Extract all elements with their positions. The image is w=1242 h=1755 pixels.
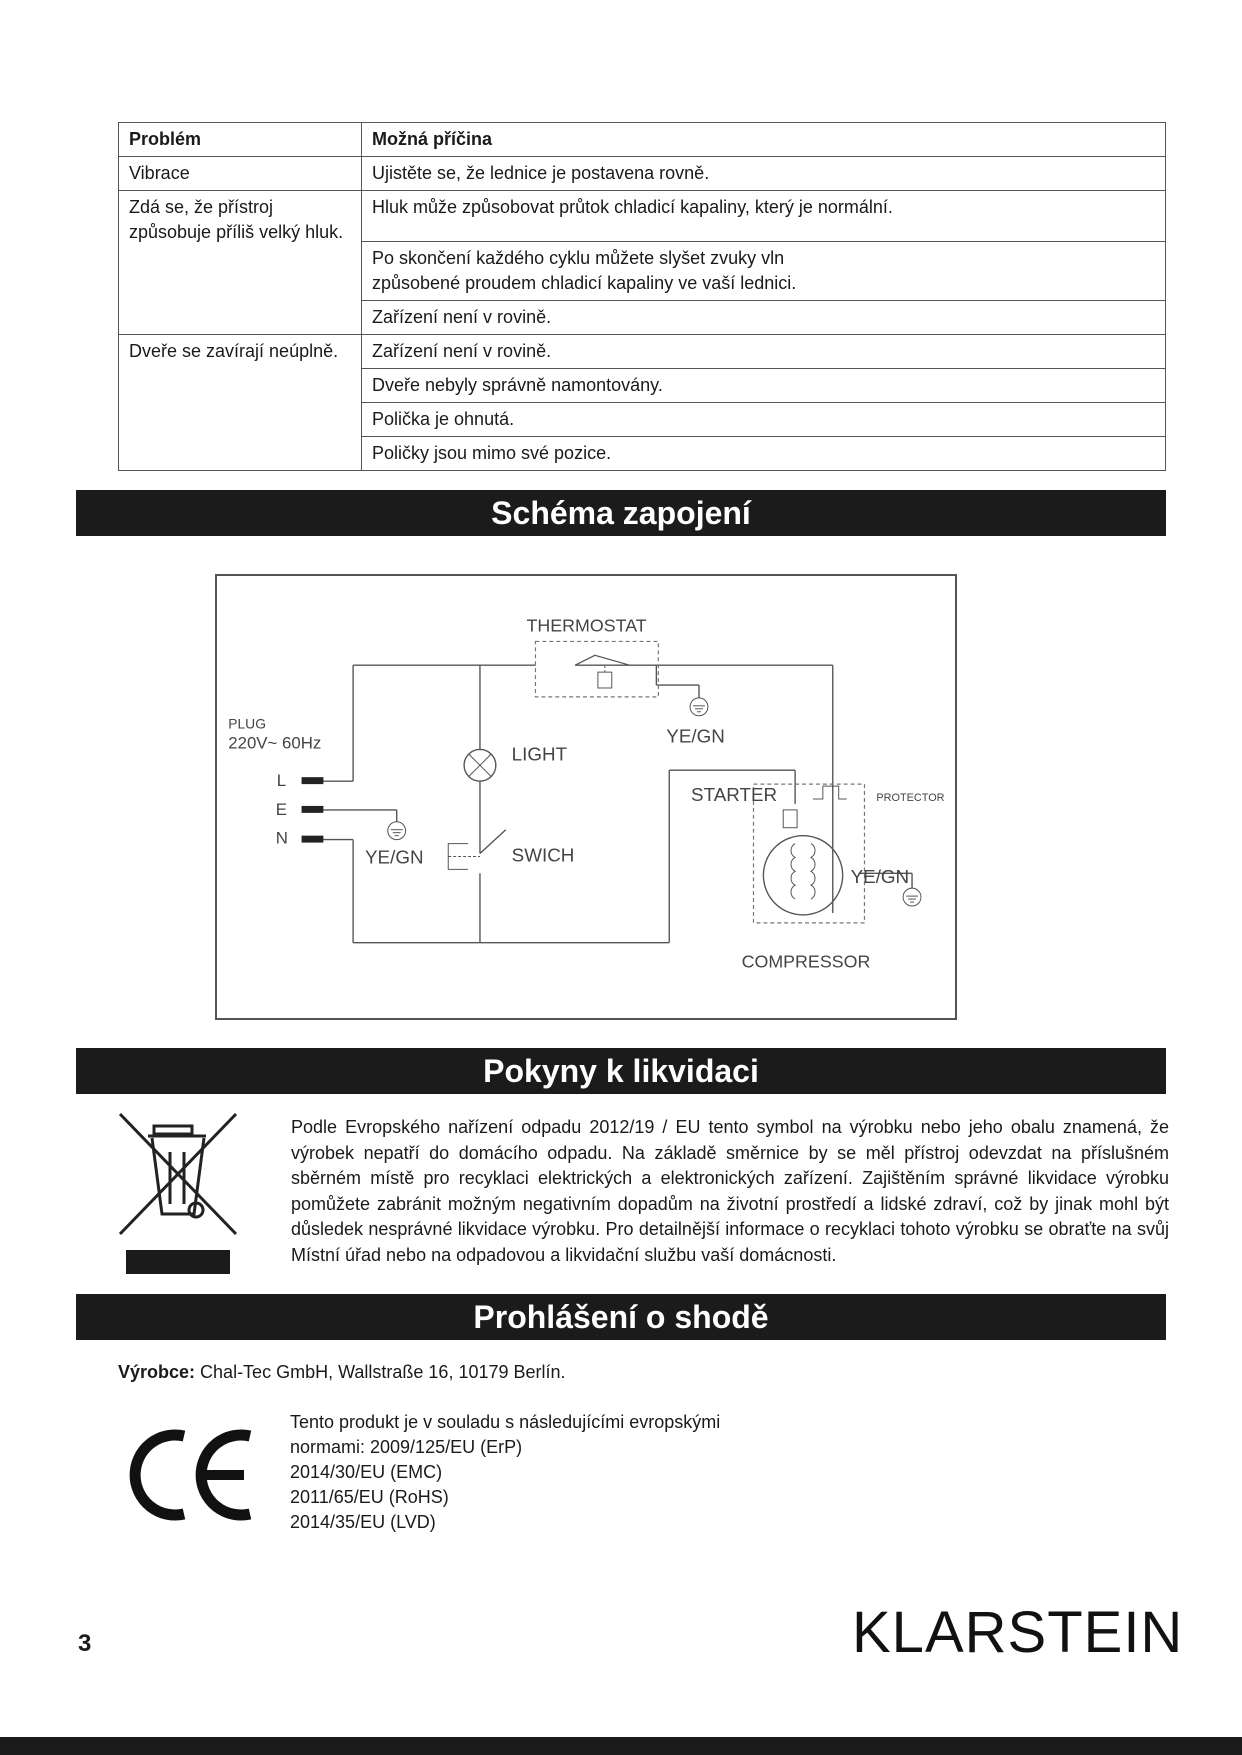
plug-label: PLUG <box>228 715 266 732</box>
problem-cell: Zdá se, že přístroj způsobuje příliš velký hluk. <box>119 191 362 335</box>
manufacturer-line <box>118 1362 566 1383</box>
cause-cell: Hluk může způsobovat průtok chladicí kapaliny, který je normální. <box>362 191 1166 242</box>
thermostat-label: THERMOSTAT <box>526 615 647 636</box>
weee-crossed-bin-icon <box>118 1112 242 1277</box>
footer-bar <box>0 1737 1242 1755</box>
page-number: 3 <box>78 1630 92 1657</box>
conformity-line: 2011/65/EU (RoHS) <box>290 1487 449 1507</box>
wiring-diagram-svg <box>217 576 955 1018</box>
pin-l-label: L <box>276 771 287 791</box>
table-row <box>119 191 1166 242</box>
section-title-wiring: Schéma zapojení <box>76 490 1166 536</box>
cause-cell: Dveře nebyly správně namontovány. <box>362 369 1166 403</box>
cause-cell: Polička je ohnutá. <box>362 403 1166 437</box>
cause-cell: Zařízení není v rovině. <box>362 335 1166 369</box>
troubleshooting-table <box>118 122 1166 471</box>
disposal-paragraph: Podle Evropského nařízení odpadu 2012/19 / EU tento symbol na výrobku nebo jeho obalu znamená, že výrobek nepatří do domácího odpadu. Na základě směrnice by se měl přístroj odevzdat na příslušném sběrném místě pro recyklaci elektrických a elektronických zařízení. Zajištěním správné likvidace výrobku pomůžete zabránit možným negativním dopadům na životní prostředí a lidské zdraví, což by jinak mohl být důsledek nesprávné likvidace výrobku. Pro detailnější informace o recyklaci tohoto výrobku se obraťte na svůj Místní úřad nebo na odpadovou a likvidační službu vaší domácnosti. <box>291 1117 1169 1265</box>
cause-cell: Zařízení není v rovině. <box>362 301 1166 335</box>
conformity-line: Tento produkt je v souladu s následujícími evropskými <box>290 1412 721 1432</box>
conformity-line: 2014/30/EU (EMC) <box>290 1462 443 1482</box>
cause-cell: Ujistěte se, že lednice je postavena rovně. <box>362 157 1166 191</box>
ce-mark-icon <box>126 1428 256 1522</box>
table-header-row <box>119 123 1166 157</box>
protector-label: PROTECTOR <box>876 791 945 804</box>
ground-label: YE/GN <box>365 846 424 868</box>
pin-e-label: E <box>275 799 288 819</box>
cause-cell: Poličky jsou mimo své pozice. <box>362 437 1166 471</box>
table-row <box>119 335 1166 369</box>
problem-cell: Dveře se zavírají neúplně. <box>119 335 362 471</box>
manufacturer-label: Výrobce: <box>118 1362 196 1382</box>
wiring-diagram <box>215 574 957 1020</box>
brand-logo: KLARSTEIN <box>852 1600 1184 1665</box>
table-row <box>119 157 1166 191</box>
column-header-cause: Možná příčina <box>362 123 1166 157</box>
voltage-label: 220V~ 60Hz <box>228 733 322 753</box>
light-label: LIGHT <box>511 743 568 765</box>
section-title-conformity: Prohlášení o shodě <box>76 1294 1166 1340</box>
pin-n-label: N <box>275 828 288 848</box>
manufacturer-value: Chal-Tec GmbH, Wallstraße 16, 10179 Berlín. <box>200 1362 566 1382</box>
conformity-line: normami: 2009/125/EU (ErP) <box>290 1437 523 1457</box>
starter-label: STARTER <box>691 783 778 805</box>
ground-label: YE/GN <box>850 866 910 888</box>
ground-label: YE/GN <box>666 725 725 747</box>
conformity-line: 2014/35/EU (LVD) <box>290 1512 436 1532</box>
problem-cell: Vibrace <box>119 157 362 191</box>
switch-label: SWICH <box>511 844 575 866</box>
column-header-problem: Problém <box>119 123 362 157</box>
cause-cell: Po skončení každého cyklu můžete slyšet zvuky vln způsobené proudem chladicí kapaliny ve vaší lednici. <box>362 242 1166 301</box>
section-title-disposal: Pokyny k likvidaci <box>76 1048 1166 1094</box>
conformity-statement <box>290 1410 720 1535</box>
compressor-label: COMPRESSOR <box>741 951 871 972</box>
